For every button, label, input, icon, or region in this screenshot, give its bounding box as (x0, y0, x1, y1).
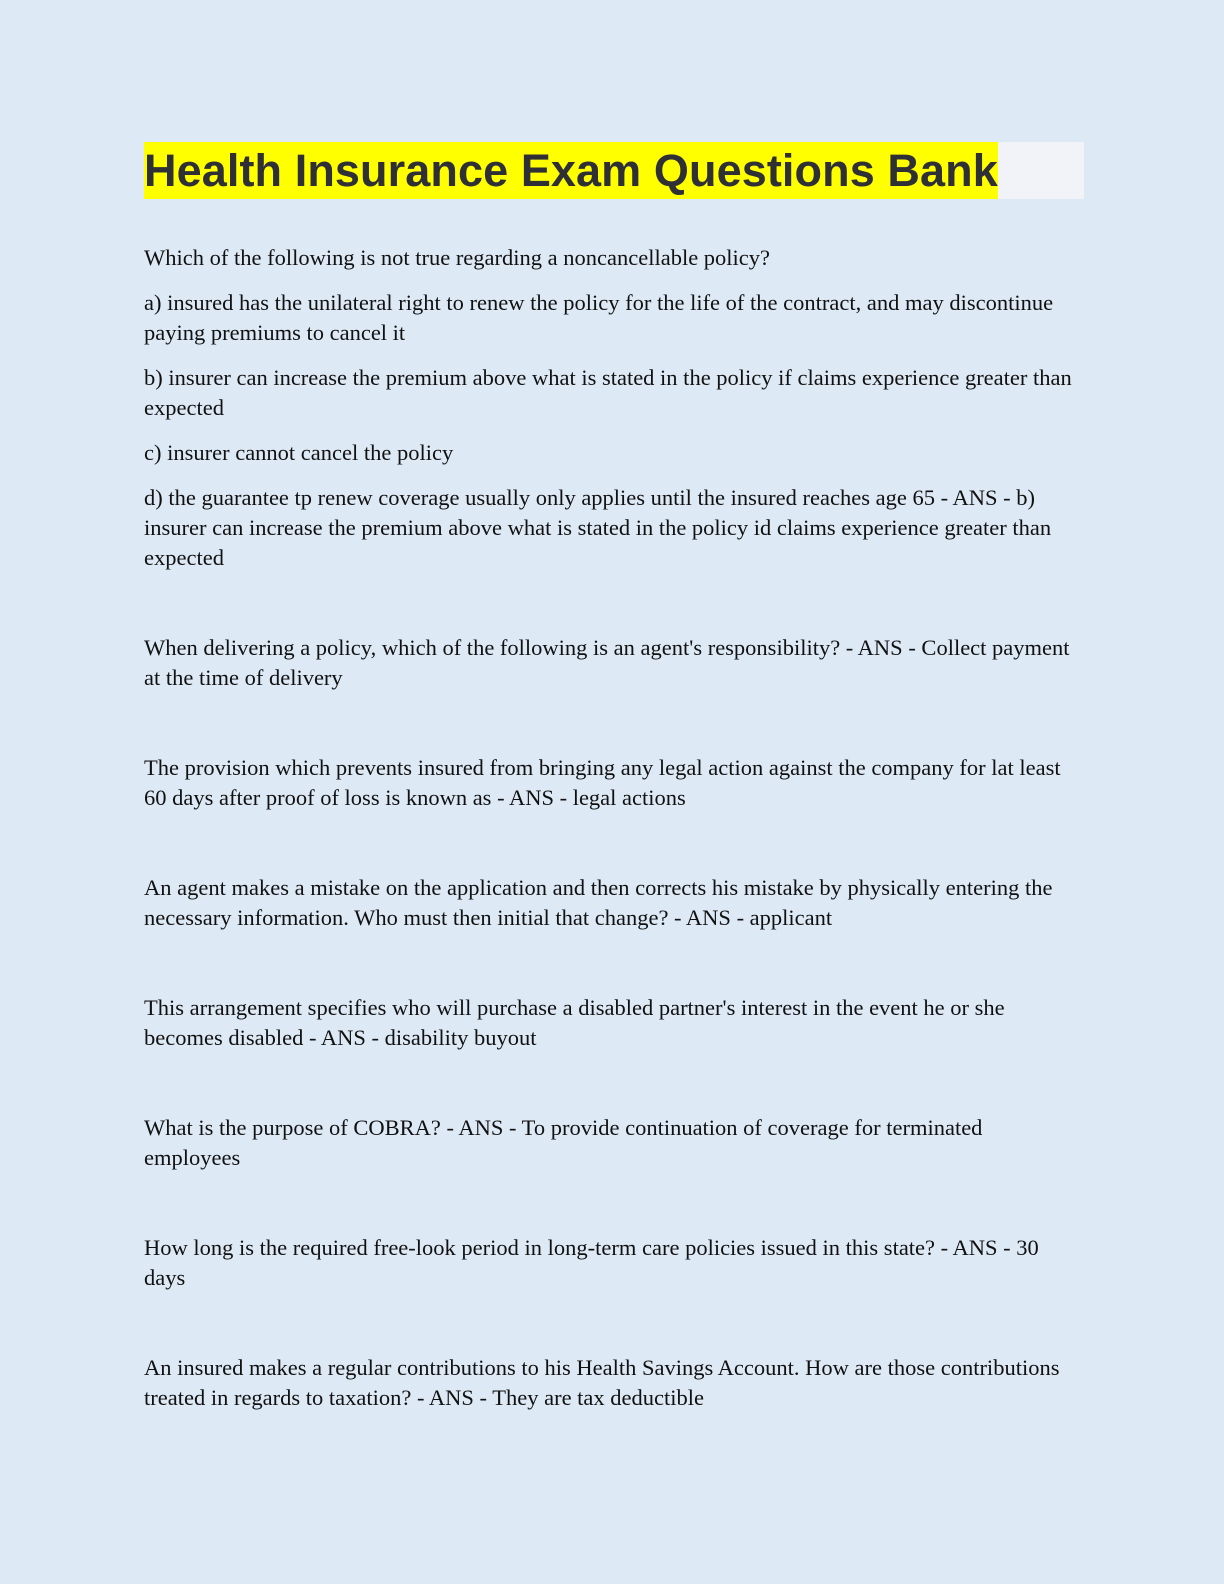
question-answer-text: How long is the required free-look period in long-term care policies issued in this state? - ANS - 30 days (144, 1235, 1039, 1290)
question-answer-text: What is the purpose of COBRA? - ANS - To provide continuation of coverage for terminated employees (144, 1115, 983, 1170)
document-title: Health Insurance Exam Questions Bank (144, 142, 998, 199)
question-block-8 (144, 1353, 1084, 1413)
question-block-7 (144, 1233, 1084, 1293)
question-block-6 (144, 1113, 1084, 1173)
question-block-4 (144, 873, 1084, 933)
answer-option-d: d) the guarantee tp renew coverage usually only applies until the insured reaches age 65 - ANS - b) insurer can increase the premium above what is stated in the policy id claims experience greater than expected (144, 485, 1052, 570)
question-text: Which of the following is not true regarding a noncancellable policy? (144, 245, 771, 270)
question-answer-text: This arrangement specifies who will purchase a disabled partner's interest in the event he or she becomes disabled - ANS - disability buyout (144, 995, 1005, 1050)
answer-option-a: a) insured has the unilateral right to renew the policy for the life of the contract, and may discontinue paying premiums to cancel it (144, 290, 1054, 345)
answer-option-c: c) insurer cannot cancel the policy (144, 440, 454, 465)
question-block-3 (144, 753, 1084, 813)
question-block-5 (144, 993, 1084, 1053)
answer-option-b: b) insurer can increase the premium above what is stated in the policy if claims experience greater than expected (144, 365, 1072, 420)
question-answer-text: The provision which prevents insured from bringing any legal action against the company for lat least 60 days after proof of loss is known as - ANS - legal actions (144, 755, 1061, 810)
document-page (144, 142, 1084, 1413)
question-block-1 (144, 243, 1084, 573)
question-answer-text: An agent makes a mistake on the application and then corrects his mistake by physically entering the necessary information. Who must then initial that change? - ANS - applicant (144, 875, 1053, 930)
question-answer-text: When delivering a policy, which of the following is an agent's responsibility? - ANS - Collect payment at the time of delivery (144, 635, 1070, 690)
title-block (144, 142, 1084, 199)
question-answer-text: An insured makes a regular contributions to his Health Savings Account. How are those contributions treated in regards to taxation? - ANS - They are tax deductible (144, 1355, 1060, 1410)
question-block-2 (144, 633, 1084, 693)
